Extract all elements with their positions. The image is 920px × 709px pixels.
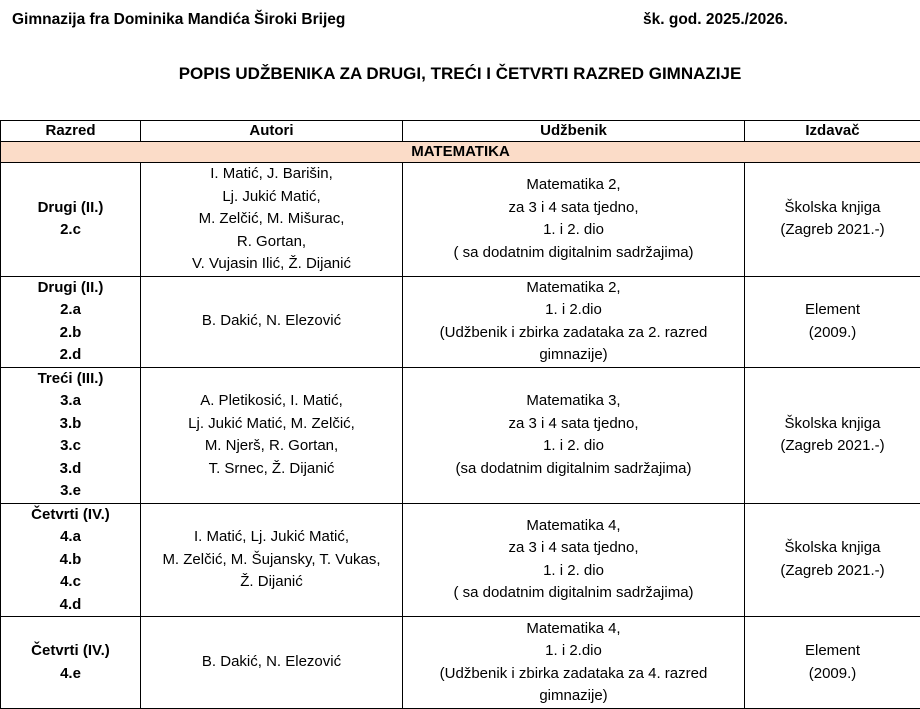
autori-line: Lj. Jukić Matić, M. Zelčić, xyxy=(143,413,400,436)
autori-line: B. Dakić, N. Elezović xyxy=(143,651,400,674)
autori-line: A. Pletikosić, I. Matić, xyxy=(143,390,400,413)
school-year: šk. god. 2025./2026. xyxy=(643,11,788,29)
razred-line: Četvrti (IV.) xyxy=(3,504,138,527)
autori-cell xyxy=(141,617,403,709)
autori-line: Lj. Jukić Matić, xyxy=(143,186,400,209)
subject-row xyxy=(1,142,920,163)
autori-line: T. Srnec, Ž. Dijanić xyxy=(143,458,400,481)
izdavac-line: (Zagreb 2021.-) xyxy=(747,219,918,242)
razred-cell xyxy=(1,163,141,277)
razred-cell xyxy=(1,503,141,617)
razred-line: 2.b xyxy=(3,322,138,345)
udzbenik-line: za 3 i 4 sata tjedno, xyxy=(405,413,742,436)
izdavac-line: Školska knjiga xyxy=(747,413,918,436)
udzbenik-line: gimnazije) xyxy=(405,685,742,708)
razred-line: 4.c xyxy=(3,571,138,594)
izdavac-line: (2009.) xyxy=(747,663,918,686)
izdavac-cell xyxy=(745,617,920,709)
razred-line: 3.d xyxy=(3,458,138,481)
school-name: Gimnazija fra Dominika Mandića Široki Brijeg xyxy=(12,11,345,29)
autori-line: M. Zelčić, M. Šujansky, T. Vukas, xyxy=(143,549,400,572)
udzbenik-line: Matematika 2, xyxy=(405,277,742,300)
razred-line: 3.e xyxy=(3,480,138,503)
udzbenik-line: za 3 i 4 sata tjedno, xyxy=(405,537,742,560)
izdavac-line: (Zagreb 2021.-) xyxy=(747,435,918,458)
udzbenik-line: 1. i 2. dio xyxy=(405,219,742,242)
udzbenik-cell xyxy=(403,367,745,503)
izdavac-cell xyxy=(745,367,920,503)
izdavac-line: Element xyxy=(747,299,918,322)
udzbenik-line: 1. i 2.dio xyxy=(405,299,742,322)
table-row xyxy=(1,503,920,617)
column-header-udzbenik: Udžbenik xyxy=(403,121,745,142)
razred-line: 4.a xyxy=(3,526,138,549)
autori-cell xyxy=(141,276,403,367)
udzbenik-line: Matematika 4, xyxy=(405,515,742,538)
autori-cell xyxy=(141,503,403,617)
udzbenik-line: Matematika 3, xyxy=(405,390,742,413)
autori-cell xyxy=(141,367,403,503)
table-row xyxy=(1,276,920,367)
autori-line: M. Zelčić, M. Mišurac, xyxy=(143,208,400,231)
table-header-row xyxy=(1,121,920,142)
udzbenik-line: 1. i 2. dio xyxy=(405,560,742,583)
razred-line: 2.a xyxy=(3,299,138,322)
udzbenik-line: 1. i 2. dio xyxy=(405,435,742,458)
izdavac-cell xyxy=(745,503,920,617)
razred-line: 3.c xyxy=(3,435,138,458)
autori-line: I. Matić, J. Barišin, xyxy=(143,163,400,186)
udzbenik-line: (sa dodatnim digitalnim sadržajima) xyxy=(405,458,742,481)
udzbenik-line: Matematika 4, xyxy=(405,618,742,641)
razred-cell xyxy=(1,367,141,503)
table-row xyxy=(1,163,920,277)
udzbenik-line: (Udžbenik i zbirka zadataka za 2. razred xyxy=(405,322,742,345)
autori-line: R. Gortan, xyxy=(143,231,400,254)
izdavac-line: Školska knjiga xyxy=(747,537,918,560)
udzbenik-line: ( sa dodatnim digitalnim sadržajima) xyxy=(405,582,742,605)
column-header-autori: Autori xyxy=(141,121,403,142)
razred-line: 3.b xyxy=(3,413,138,436)
razred-line: 2.d xyxy=(3,344,138,367)
razred-line: Četvrti (IV.) xyxy=(3,640,138,663)
izdavac-line: Element xyxy=(747,640,918,663)
izdavac-line: (2009.) xyxy=(747,322,918,345)
autori-line: Ž. Dijanić xyxy=(143,571,400,594)
autori-line: M. Njerš, R. Gortan, xyxy=(143,435,400,458)
udzbenik-line: ( sa dodatnim digitalnim sadržajima) xyxy=(405,242,742,265)
textbook-table xyxy=(0,120,920,709)
udzbenik-cell xyxy=(403,617,745,709)
razred-cell xyxy=(1,276,141,367)
udzbenik-line: za 3 i 4 sata tjedno, xyxy=(405,197,742,220)
autori-line: B. Dakić, N. Elezović xyxy=(143,310,400,333)
razred-line: 4.e xyxy=(3,663,138,686)
izdavac-line: (Zagreb 2021.-) xyxy=(747,560,918,583)
udzbenik-cell xyxy=(403,163,745,277)
column-header-razred: Razred xyxy=(1,121,141,142)
razred-line: Treći (III.) xyxy=(3,368,138,391)
izdavac-cell xyxy=(745,276,920,367)
udzbenik-line: gimnazije) xyxy=(405,344,742,367)
razred-line: 4.d xyxy=(3,594,138,617)
udzbenik-line: 1. i 2.dio xyxy=(405,640,742,663)
razred-line: 4.b xyxy=(3,549,138,572)
razred-cell xyxy=(1,617,141,709)
table-row xyxy=(1,617,920,709)
razred-line: 3.a xyxy=(3,390,138,413)
razred-line: 2.c xyxy=(3,219,138,242)
column-header-izdavac: Izdavač xyxy=(745,121,920,142)
razred-line: Drugi (II.) xyxy=(3,277,138,300)
udzbenik-cell xyxy=(403,276,745,367)
izdavac-cell xyxy=(745,163,920,277)
autori-line: V. Vujasin Ilić, Ž. Dijanić xyxy=(143,253,400,276)
table-row xyxy=(1,367,920,503)
udzbenik-cell xyxy=(403,503,745,617)
document-title: POPIS UDŽBENIKA ZA DRUGI, TREĆI I ČETVRTI RAZRED GIMNAZIJE xyxy=(0,64,920,84)
autori-cell xyxy=(141,163,403,277)
udzbenik-line: (Udžbenik i zbirka zadataka za 4. razred xyxy=(405,663,742,686)
subject-label: MATEMATIKA xyxy=(1,142,920,163)
udzbenik-line: Matematika 2, xyxy=(405,174,742,197)
razred-line: Drugi (II.) xyxy=(3,197,138,220)
autori-line: I. Matić, Lj. Jukić Matić, xyxy=(143,526,400,549)
izdavac-line: Školska knjiga xyxy=(747,197,918,220)
